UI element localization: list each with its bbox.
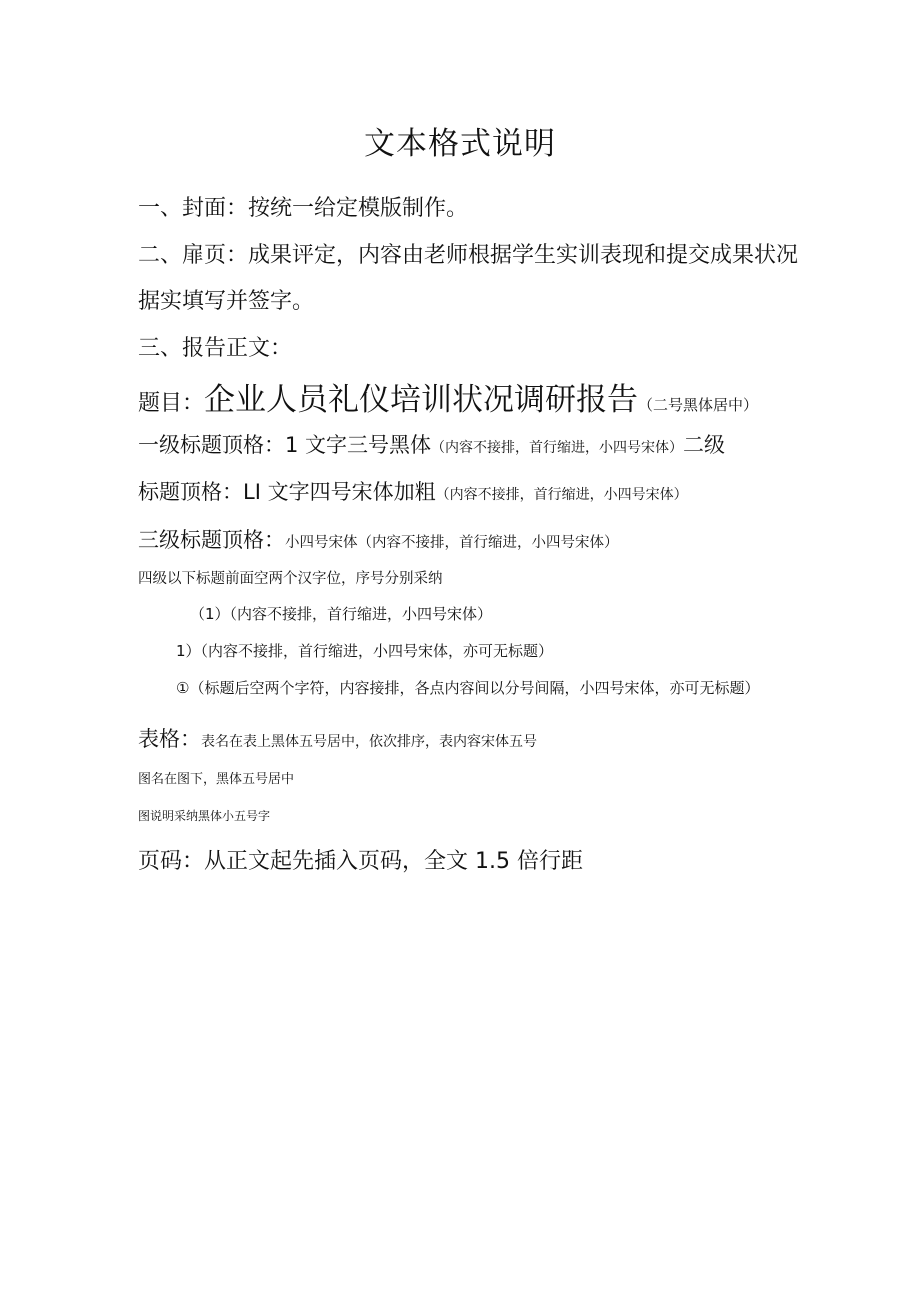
level4-intro: 四级以下标题前面空两个汉字位，序号分别采纳 (138, 571, 443, 587)
level3-prefix: 三级标题顶格： (138, 528, 285, 552)
level1-prefix: 一级标题顶格：1 文字三号黑体 (138, 433, 432, 457)
table-prefix: 表格： (138, 727, 201, 751)
topic-prefix: 题目： (138, 391, 205, 416)
level1-heading-line (138, 429, 725, 459)
table-format-line (138, 723, 537, 753)
topic-note: （二号黑体居中） (638, 396, 759, 414)
page-title: 文本格式说明 (364, 126, 556, 162)
level3-heading-line (138, 524, 619, 554)
flyleaf-instruction-line1: 二、扉页：成果评定，内容由老师根据学生实训表现和提交成果状况 (138, 243, 799, 268)
figure-description-instruction: 图说明采纳黑体小五号字 (138, 809, 271, 823)
level2-note: （内容不接排，首行缩进，小四号宋体） (435, 487, 688, 503)
table-note: 表名在表上黑体五号居中，依次排序，表内容宋体五号 (201, 734, 537, 750)
body-heading: 三、报告正文： (138, 336, 293, 361)
topic-line (138, 374, 758, 419)
figure-name-instruction: 图名在图下，黑体五号居中 (138, 772, 295, 787)
level3-note: 小四号宋体（内容不接排，首行缩进，小四号宋体） (285, 535, 619, 551)
numbering-paren-item: （1）（内容不接排，首行缩进，小四号宋体） (190, 605, 493, 623)
topic-title: 企业人员礼仪培训状况调研报告 (204, 382, 639, 418)
flyleaf-instruction-line2: 据实填写并签字。 (138, 289, 315, 314)
level2-prefix: 标题顶格：LI 文字四号宋体加粗 (138, 480, 436, 504)
numbering-half-paren-item: 1）（内容不接排，首行缩进，小四号宋体，亦可无标题） (176, 642, 554, 660)
cover-instruction: 一、封面：按统一给定模版制作。 (138, 196, 469, 221)
level1-tail: 二级 (683, 433, 726, 457)
page-number-instruction: 页码：从正文起先插入页码，全文 1.5 倍行距 (138, 849, 583, 874)
level2-heading-line (138, 476, 688, 506)
numbering-circle-item: ①（标题后空两个字符，内容接排，各点内容间以分号间隔，小四号宋体，亦可无标题） (176, 679, 760, 697)
level1-note: （内容不接排，首行缩进，小四号宋体） (431, 440, 684, 456)
